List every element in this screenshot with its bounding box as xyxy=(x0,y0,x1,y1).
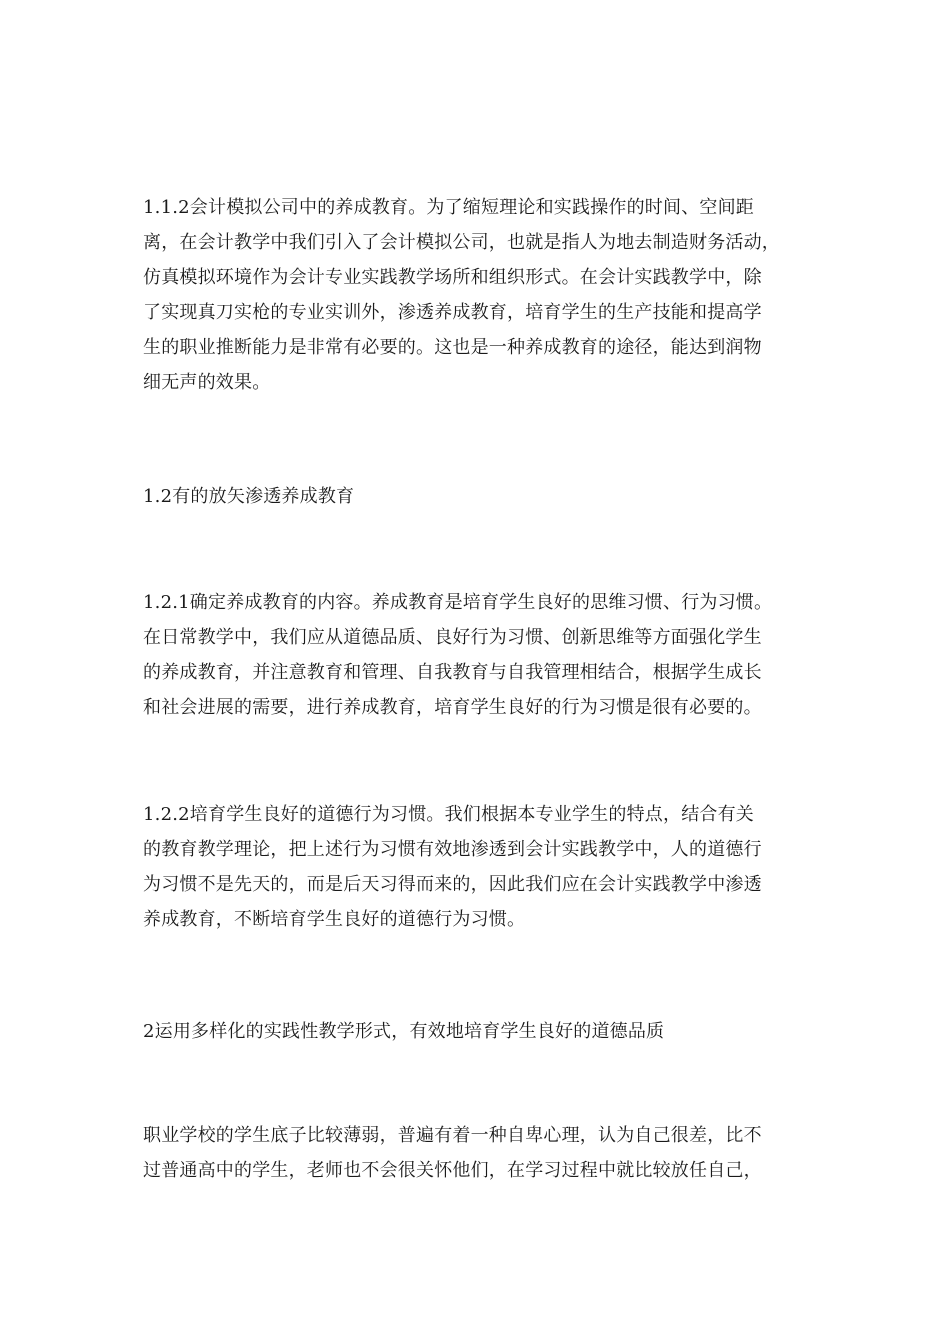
section-heading-targeted-education: 1.2有的放矢渗透养成教育 xyxy=(143,486,355,507)
paragraph-accounting-simulation-company: 1.1.2会计模拟公司中的养成教育。为了缩短理论和实践操作的时间、空间距 离，在会计教学中我们引入了会计模拟公司，也就是指人为地去制造财务活动， 仿真模拟环境作为会计专业实践教学场所和组织形式。在会计实践教学中，除 了实现真刀实枪的专业实训外，渗透养成教育，培育学生的生产技能和提高学 生的职业推断能力是非常有必要的。这也是一种养成教育的途径，能达到润物 细无声的效果。 xyxy=(143,197,780,393)
paragraph-moral-habits: 1.2.2培育学生良好的道德行为习惯。我们根据本专业学生的特点，结合有关 的教育教学理论，把上述行为习惯有效地渗透到会计实践教学中，人的道德行 为习惯不是先天的，而是后天习得而来的，因此我们应在会计实践教学中渗透 养成教育，不断培育学生良好的道德行为习惯。 xyxy=(143,804,762,930)
section-heading-practical-teaching-forms: 2运用多样化的实践性教学形式，有效地培育学生良好的道德品质 xyxy=(143,1021,665,1042)
paragraph-vocational-students: 职业学校的学生底子比较薄弱，普遍有着一种自卑心理，认为自己很差，比不 过普通高中的学生，老师也不会很关怀他们，在学习过程中就比较放任自己， xyxy=(143,1125,762,1181)
paragraph-education-content: 1.2.1确定养成教育的内容。养成教育是培育学生良好的思维习惯、行为习惯。 在日常教学中，我们应从道德品质、良好行为习惯、创新思维等方面强化学生 的养成教育，并注意教育和管理、自我教育与自我管理相结合，根据学生成长 和社会进展的需要，进行养成教育，培育学生良好的行为习惯是很有必要的。 xyxy=(143,592,773,718)
